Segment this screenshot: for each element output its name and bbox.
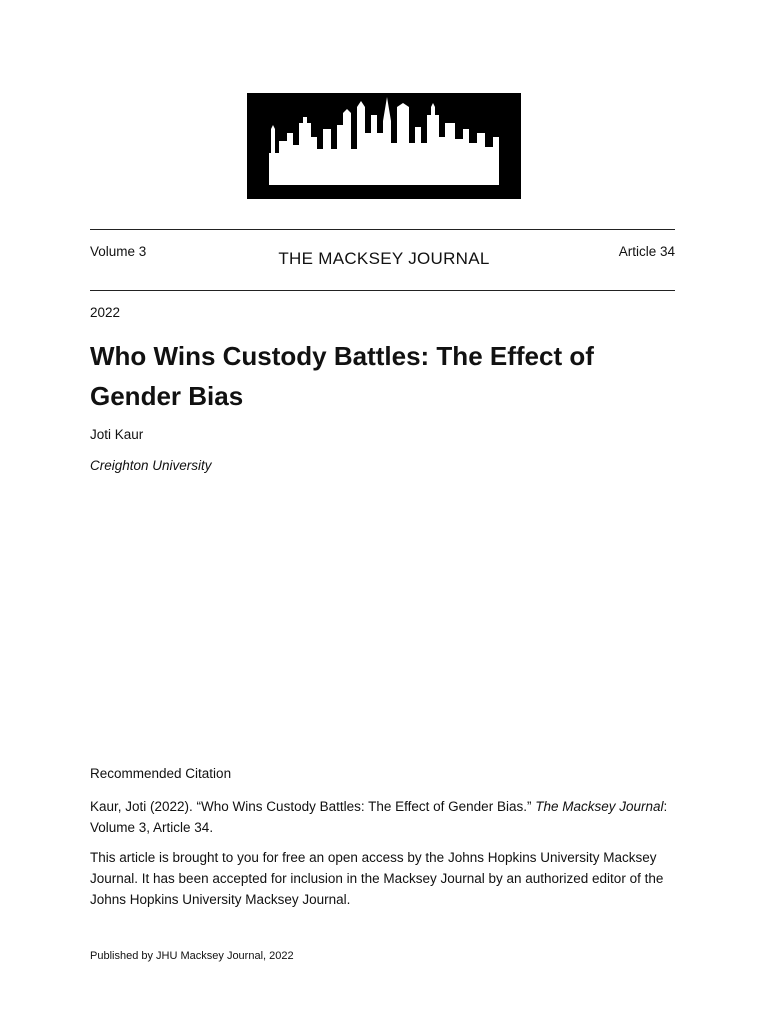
volume-label: Volume 3 xyxy=(90,244,147,259)
journal-logo xyxy=(247,93,521,287)
year-label: 2022 xyxy=(90,305,121,320)
author-affiliation: Creighton University xyxy=(90,458,212,473)
citation-prefix: Kaur, Joti (2022). “Who Wins Custody Battles: The Effect of Gender Bias.” xyxy=(90,799,536,814)
author-name: Joti Kaur xyxy=(90,427,144,442)
logo-title: THE MACKSEY JOURNAL xyxy=(278,249,490,268)
skyline-icon xyxy=(247,93,521,199)
citation-journal: The Macksey Journal xyxy=(535,799,664,814)
article-label: Article 34 xyxy=(618,244,675,259)
access-note: This article is brought to you for free an open access by the Johns Hopkins University Macksey Journal. It has been accepted for inclusion in the Macksey Journal by an authorized editor of the Johns Hopkins University Macksey Journal. xyxy=(90,850,664,907)
citation-suffix: : Volume 3, Article 34. xyxy=(90,799,668,835)
middle-divider xyxy=(90,290,675,291)
citation-text xyxy=(90,796,690,838)
page-footer: Published by JHU Macksey Journal, 2022 xyxy=(90,950,294,962)
article-title: Who Wins Custody Battles: The Effect of Gender Bias xyxy=(90,341,594,411)
top-divider xyxy=(90,229,675,230)
citation-heading: Recommended Citation xyxy=(90,766,232,781)
logo-subtitle: Johns Hopkins University • Baltimore, MD xyxy=(268,273,500,287)
